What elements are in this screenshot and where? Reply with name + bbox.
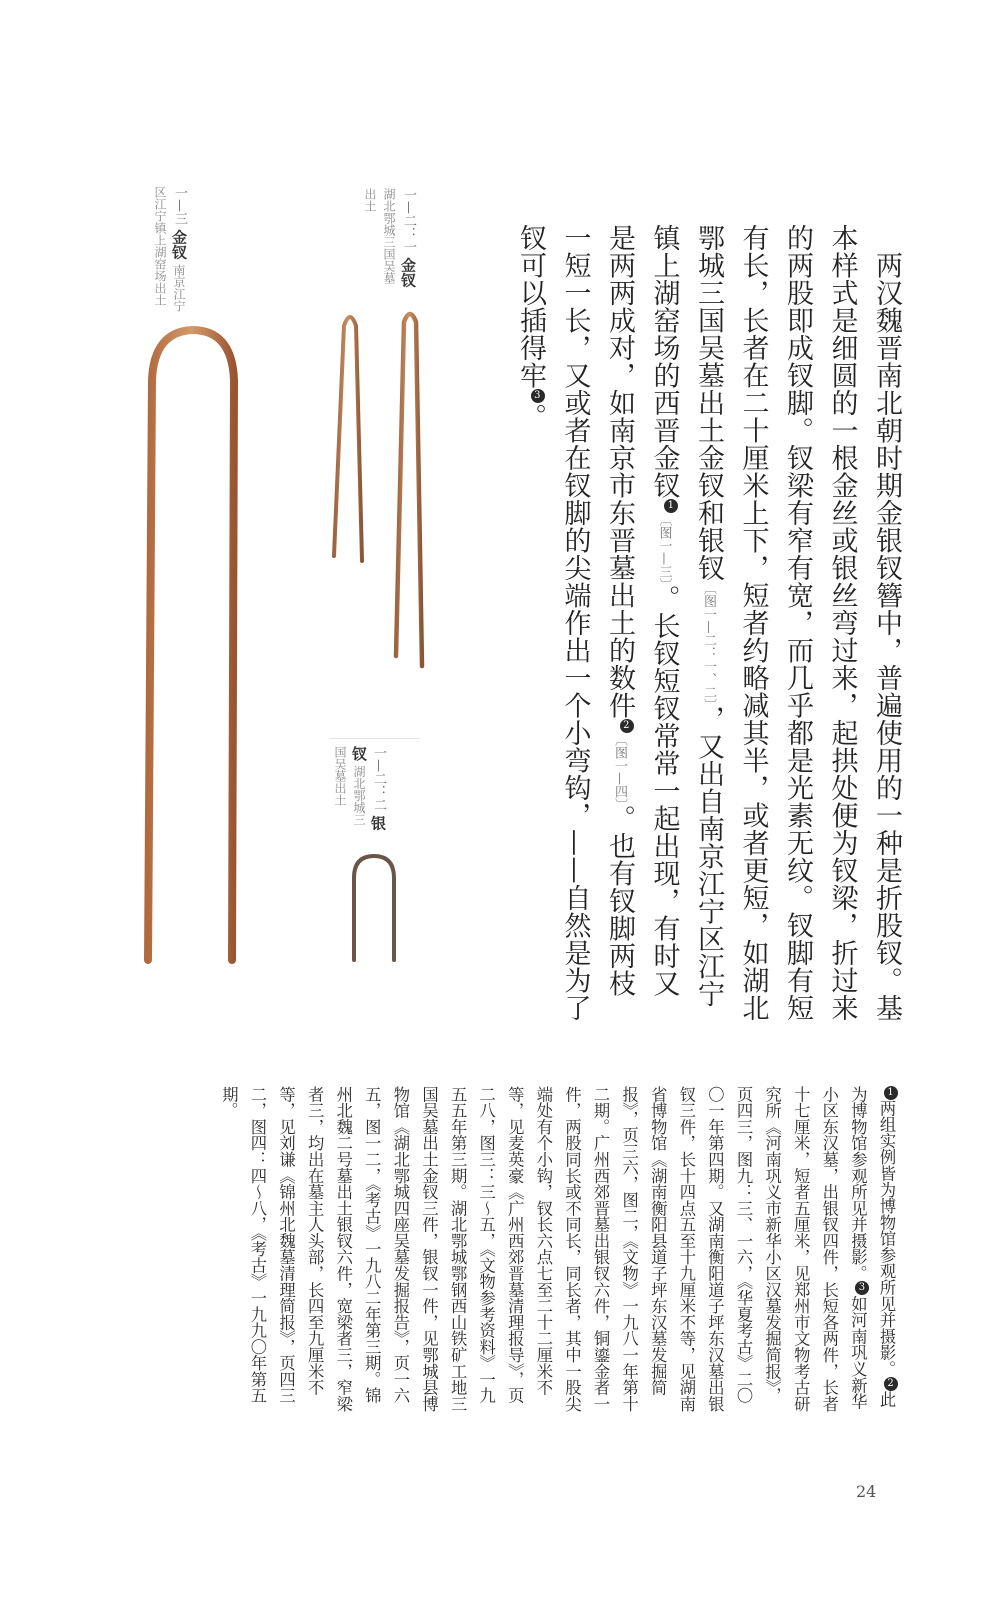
figure-caption-1-2-1 bbox=[360, 188, 418, 288]
figure-reference: 〔图一—二：一、二〕 bbox=[701, 581, 716, 705]
figure-object-name: 金钗 bbox=[399, 257, 417, 288]
figure-source: 南京江宁区江宁镇上湖窑场出土 bbox=[153, 186, 186, 312]
footnote-marker: 3 bbox=[531, 389, 545, 403]
figure-source: 湖北鄂城三国吴墓出土 bbox=[363, 188, 396, 284]
caption-frame-line bbox=[330, 738, 420, 739]
figure-object-name: 银钗 bbox=[350, 746, 387, 831]
figure-reference: 〔图一—四〕 bbox=[612, 733, 627, 805]
footnote-marker: 2 bbox=[884, 1377, 898, 1391]
figure-reference: 〔图一—三〕 bbox=[656, 513, 672, 585]
figure-caption-1-3 bbox=[150, 186, 189, 316]
footnote-text: 如河南巩义新华小区东汉墓，出银钗四件，长短各两件，长者十七厘米，短者五厘米，见郑州市文物考古研究所《河南巩义市新华小区汉墓发掘简报》，页四三，图九：三、一六，《华夏考古》二〇〇一年第四期。又湖南衡阳道子坪东汉墓出银钗三件，长十四点五至十九厘米不等，见湖南省博物馆《湖南衡阳县道子坪东汉墓发掘简报》，页三六，图二，《文物》一九八一年第十二期。广州西郊晋墓出银钗六件，铜鎏金者一件，两股同长或不同长，同长者，其中一股尖端处有个小钩，钗长六点七至二十二厘米不等，见麦英豪《广州西郊晋墓清理报导》，页二八，图三：三～五，《文物参考资料》一九五五年第三期。湖北鄂城鄂钢西山铁矿工地三国吴墓出土金钗三件，银钗一件，见鄂城县博物馆《湖北鄂城四座吴墓发掘报告》，页一六五，图一二，《考古》一九八二年第三期。锦州北魏二号墓出土银钗六件，宽梁者三，窄梁者三，均出在墓主人头部，长四至九厘米不等，见刘谦《锦州北魏墓清理简报》，页四三二，图四：四～八，《考古》一九九〇年第五期。 bbox=[219, 1086, 868, 1412]
gold-hairpin-large-image bbox=[130, 320, 260, 970]
main-body-text bbox=[515, 224, 908, 1024]
figure-number: 一—三 bbox=[172, 186, 187, 225]
text-segment: 。 bbox=[515, 403, 546, 431]
gold-hairpins-pair-image bbox=[322, 306, 432, 686]
figure-caption-1-2-2 bbox=[330, 746, 388, 836]
footnote-marker: 3 bbox=[855, 1281, 869, 1295]
text-segment: ，又出自南京江宁区江宁镇上湖窑场的西晋金钗 bbox=[648, 224, 724, 1008]
text-segment: 两汉魏晋南北朝时期金银钗簪中，普遍使用的一种是折股钗。基本样式是细圆的一根金丝或银丝弯过来，起拱处便为钗梁，折过来的两股即成钗脚。钗梁有窄有宽，而几乎都是光素无纹。钗脚有短有长，长者在二十厘米上下，短者约略减其半，或者更短，如湖北鄂城三国吴墓出土金钗和银钗 bbox=[693, 224, 902, 1022]
footnote-marker: 2 bbox=[620, 719, 634, 733]
footnotes bbox=[110, 1086, 900, 1416]
page-number: 24 bbox=[856, 1482, 877, 1501]
text-segment: 。也有钗脚两枝一短一长，又或者在钗脚的尖端作出一个小弯钩，——自然是为了钗可以插得牢 bbox=[515, 224, 635, 1022]
text-segment: 。长钗短钗常常一起出现，有时又是两两成对，如南京市东晋墓出土的数件 bbox=[604, 224, 680, 997]
footnote-text: 此为博物馆参观所见并摄影。 bbox=[848, 1086, 896, 1408]
figure-object-name: 金钗 bbox=[170, 229, 188, 260]
footnote-marker: 1 bbox=[664, 499, 678, 513]
figure-source: 湖北鄂城三国吴墓出土 bbox=[333, 746, 366, 826]
footnote-text: 两组实例皆为博物馆参观所见并摄影。 bbox=[877, 1100, 896, 1377]
footnote-marker: 1 bbox=[884, 1086, 898, 1100]
figure-number: 一—二：一 bbox=[401, 188, 416, 253]
figure-number: 一—二：二 bbox=[371, 746, 386, 811]
silver-hairpin-small-image bbox=[346, 848, 406, 968]
